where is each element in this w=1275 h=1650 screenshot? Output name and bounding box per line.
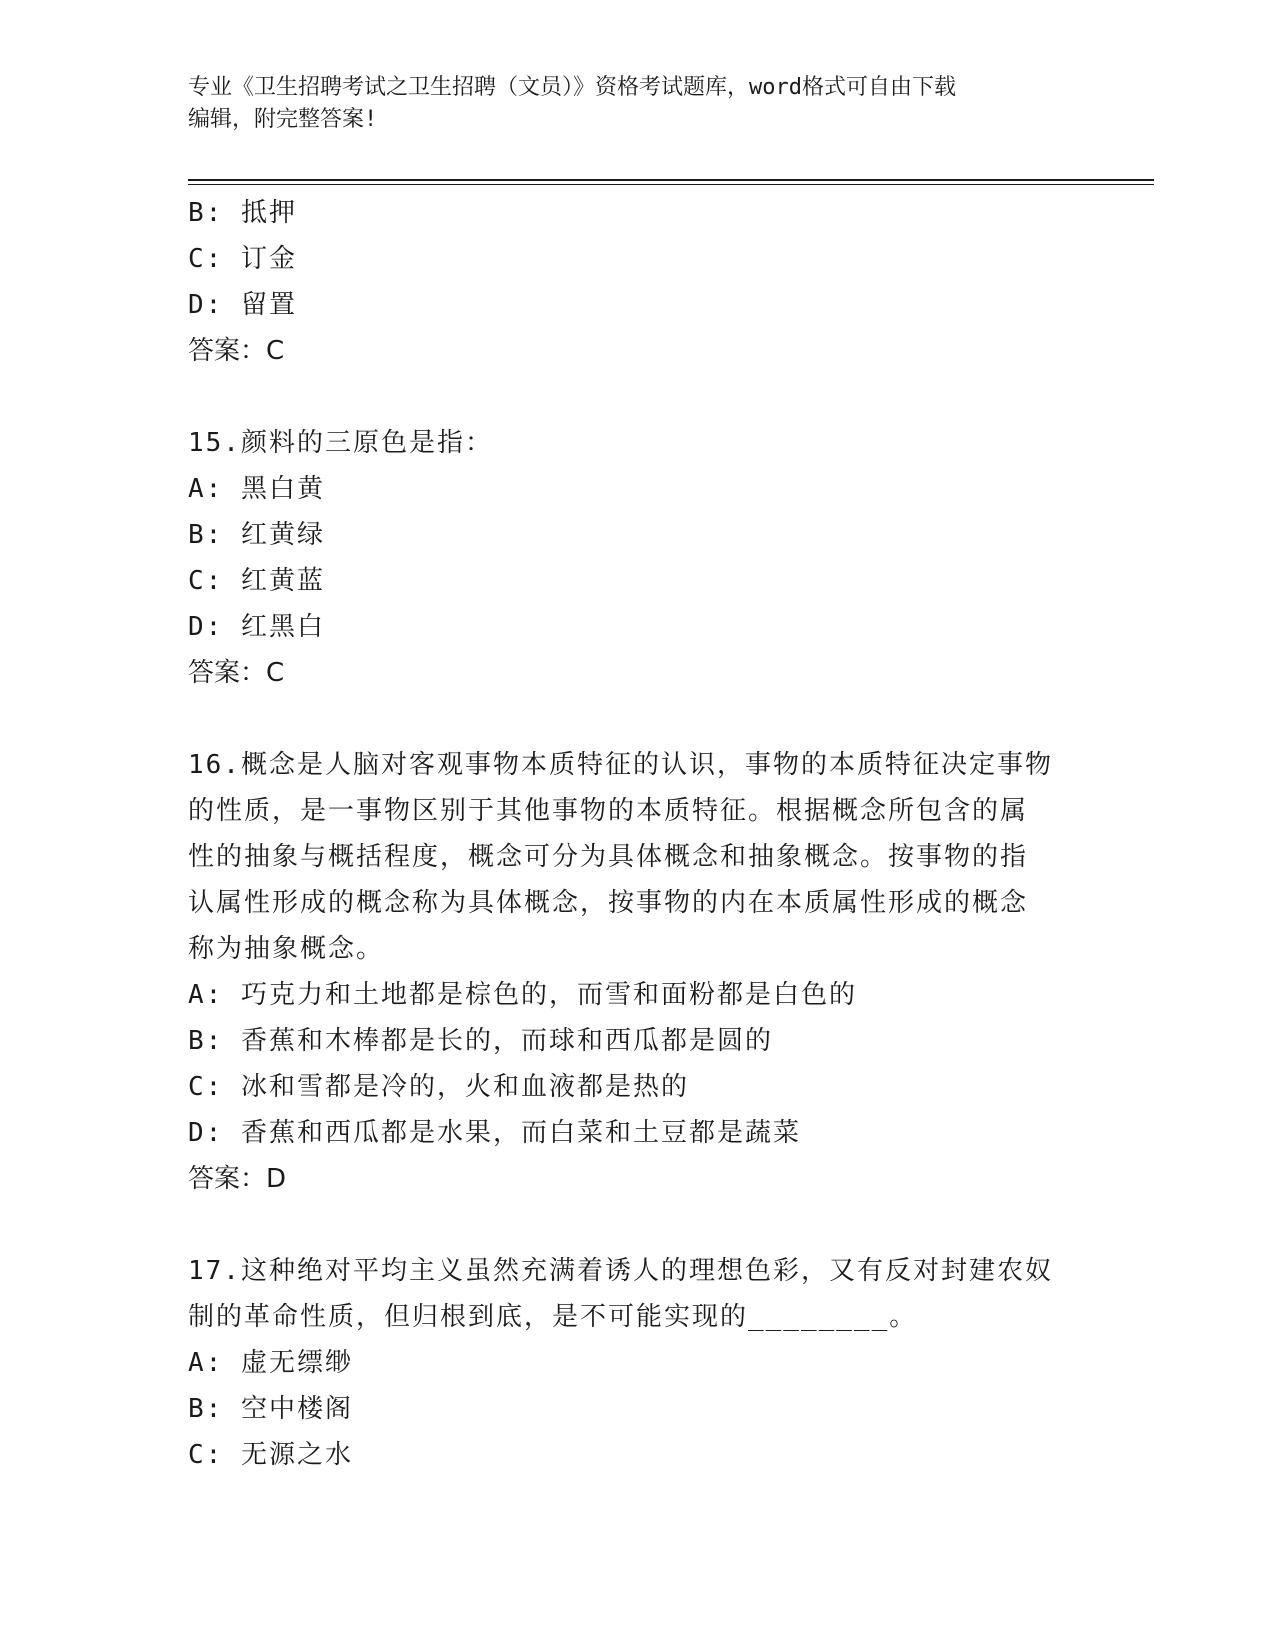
option-b: B: 香蕉和木棒都是长的，而球和西瓜都是圆的: [188, 1026, 773, 1056]
header-text-line-2: 编辑，附完整答案!: [188, 107, 378, 132]
option-a: A: 巧克力和土地都是棕色的，而雪和面粉都是白色的: [188, 980, 857, 1010]
option-d: D: 留置: [188, 290, 297, 320]
header-divider: [188, 179, 1154, 185]
option-c: C: 冰和雪都是冷的，火和血液都是热的: [188, 1072, 689, 1102]
question-16: [188, 742, 1088, 1202]
question-stem-line: 认属性形成的概念称为具体概念，按事物的内在本质属性形成的概念: [188, 888, 1029, 918]
question-list: [188, 190, 1088, 1478]
question-17: [188, 1248, 1088, 1478]
option-d: D: 香蕉和西瓜都是水果，而白菜和土豆都是蔬菜: [188, 1118, 801, 1148]
option-b: B: 抵押: [188, 198, 297, 228]
header-text-line-1: 专业《卫生招聘考试之卫生招聘（文员）》资格考试题库，word格式可自由下载: [188, 75, 956, 100]
option-b: B: 空中楼阁: [188, 1394, 353, 1424]
question-stem-line: 制的革命性质，但归根到底，是不可能实现的________。: [188, 1302, 918, 1332]
spacer: [188, 1202, 1088, 1248]
option-a: A: 虚无缥缈: [188, 1348, 353, 1378]
question-14-continued: [188, 190, 1088, 374]
answer-line: 答案：C: [188, 336, 285, 366]
option-b: B: 红黄绿: [188, 520, 325, 550]
document-header: [188, 72, 1088, 136]
question-stem-line: 称为抽象概念。: [188, 934, 385, 964]
spacer: [188, 374, 1088, 420]
spacer: [188, 696, 1088, 742]
answer-line: 答案：D: [188, 1164, 287, 1194]
question-stem: 15.颜料的三原色是指：: [188, 428, 493, 458]
option-c: C: 红黄蓝: [188, 566, 325, 596]
question-stem-line: 17.这种绝对平均主义虽然充满着诱人的理想色彩，又有反对封建农奴: [188, 1256, 1053, 1286]
option-c: C: 无源之水: [188, 1440, 353, 1470]
option-c: C: 订金: [188, 244, 297, 274]
question-stem-line: 的性质，是一事物区别于其他事物的本质特征。根据概念所包含的属: [188, 796, 1029, 826]
option-d: D: 红黑白: [188, 612, 325, 642]
answer-line: 答案：C: [188, 658, 285, 688]
question-15: [188, 420, 1088, 696]
question-stem-line: 16.概念是人脑对客观事物本质特征的认识，事物的本质特征决定事物: [188, 750, 1053, 780]
option-a: A: 黑白黄: [188, 474, 325, 504]
question-stem-line: 性的抽象与概括程度，概念可分为具体概念和抽象概念。按事物的指: [188, 842, 1029, 872]
